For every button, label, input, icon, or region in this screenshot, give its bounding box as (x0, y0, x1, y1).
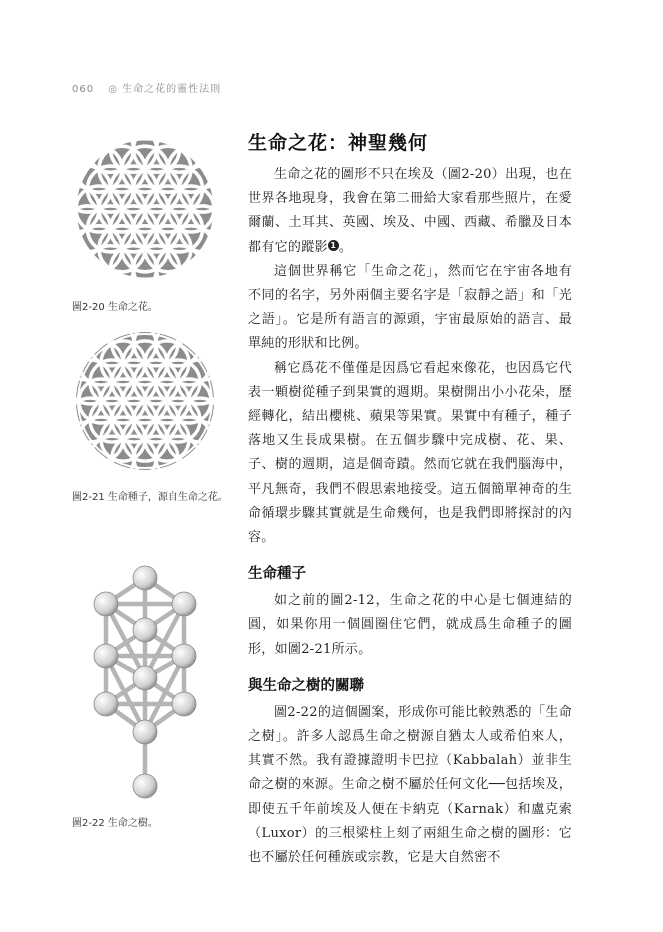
paragraph-text-end: 。 (338, 239, 353, 255)
paragraph: 圖2-22的這個圖案，形成你可能比較熟悉的「生命之樹」。許多人認爲生命之樹源自猶太人或希伯來人，其實不然。我有證據證明卡巴拉（Kabbalah）並非生命之樹的來源。生命之樹不屬於任何文化──包括埃及，即使五千年前埃及人便在卡納克（Karnak）和盧克索（Luxor）的三根梁柱上刻了兩組生命之樹的圖形：它也不屬於任何種族或宗教，它是大自然密不 (248, 704, 572, 866)
section-title-tree-of-life: 與生命之樹的關聯 (248, 677, 364, 694)
running-title: ◎ 生命之花的靈性法則 (108, 84, 222, 95)
figure-2-20-caption: 圖2-20 生命之花。 (72, 302, 158, 313)
paragraph: 如之前的圖2-12，生命之花的中心是七個連結的圓，如果你用一個圓圈住它們，就成爲生命種子的圖形，如圖2-21所示。 (248, 593, 572, 657)
section-title-flower-of-life: 生命之花：神聖幾何 (248, 132, 429, 154)
paragraph-text: 生命之花的圖形不只在埃及（圖2-20）出現，也在世界各地現身，我會在第二冊給大家看那些照片，在愛爾蘭、土耳其、英國、埃及、中國、西藏、希臘及日本都有它的蹤影 (248, 167, 572, 255)
flower-of-life-figure (74, 138, 216, 280)
paragraph: 這個世界稱它「生命之花」，然而它在宇宙各地有不同的名字，另外兩個主要名字是「寂靜之語」和「光之語」。它是所有語言的源頭，宇宙最原始的語言、最單純的形狀和比例。 (248, 263, 572, 352)
paragraph: 稱它爲花不僅僅是因爲它看起來像花，也因爲它代表一顆樹從種子到果實的週期。果樹開出小小花朵，歷經轉化，結出櫻桃、蘋果等果實。果實中有種子，種子落地又生長成果樹。在五個步驟中完成樹、花、果、子、樹的週期，這是個奇蹟。然而它就在我們腦海中，平凡無奇，我們不假思索地接受。這五個簡單神奇的生命循環步驟其實就是生命幾何，也是我們即將探討的內容。 (248, 360, 572, 546)
figure-2-22-caption: 圖2-22 生命之樹。 (72, 818, 158, 829)
section-title-seed-of-life: 生命種子 (248, 566, 306, 583)
main-text (248, 128, 572, 870)
running-header (72, 80, 221, 95)
footnote-marker[interactable]: 1 (328, 240, 339, 251)
paragraph (248, 163, 572, 260)
figure-2-21-caption: 圖2-21 生命種子，源自生命之花。 (72, 492, 228, 503)
tree-of-life-figure (78, 564, 212, 804)
seed-of-life-figure (74, 330, 216, 472)
page-number: 060 (72, 84, 95, 95)
